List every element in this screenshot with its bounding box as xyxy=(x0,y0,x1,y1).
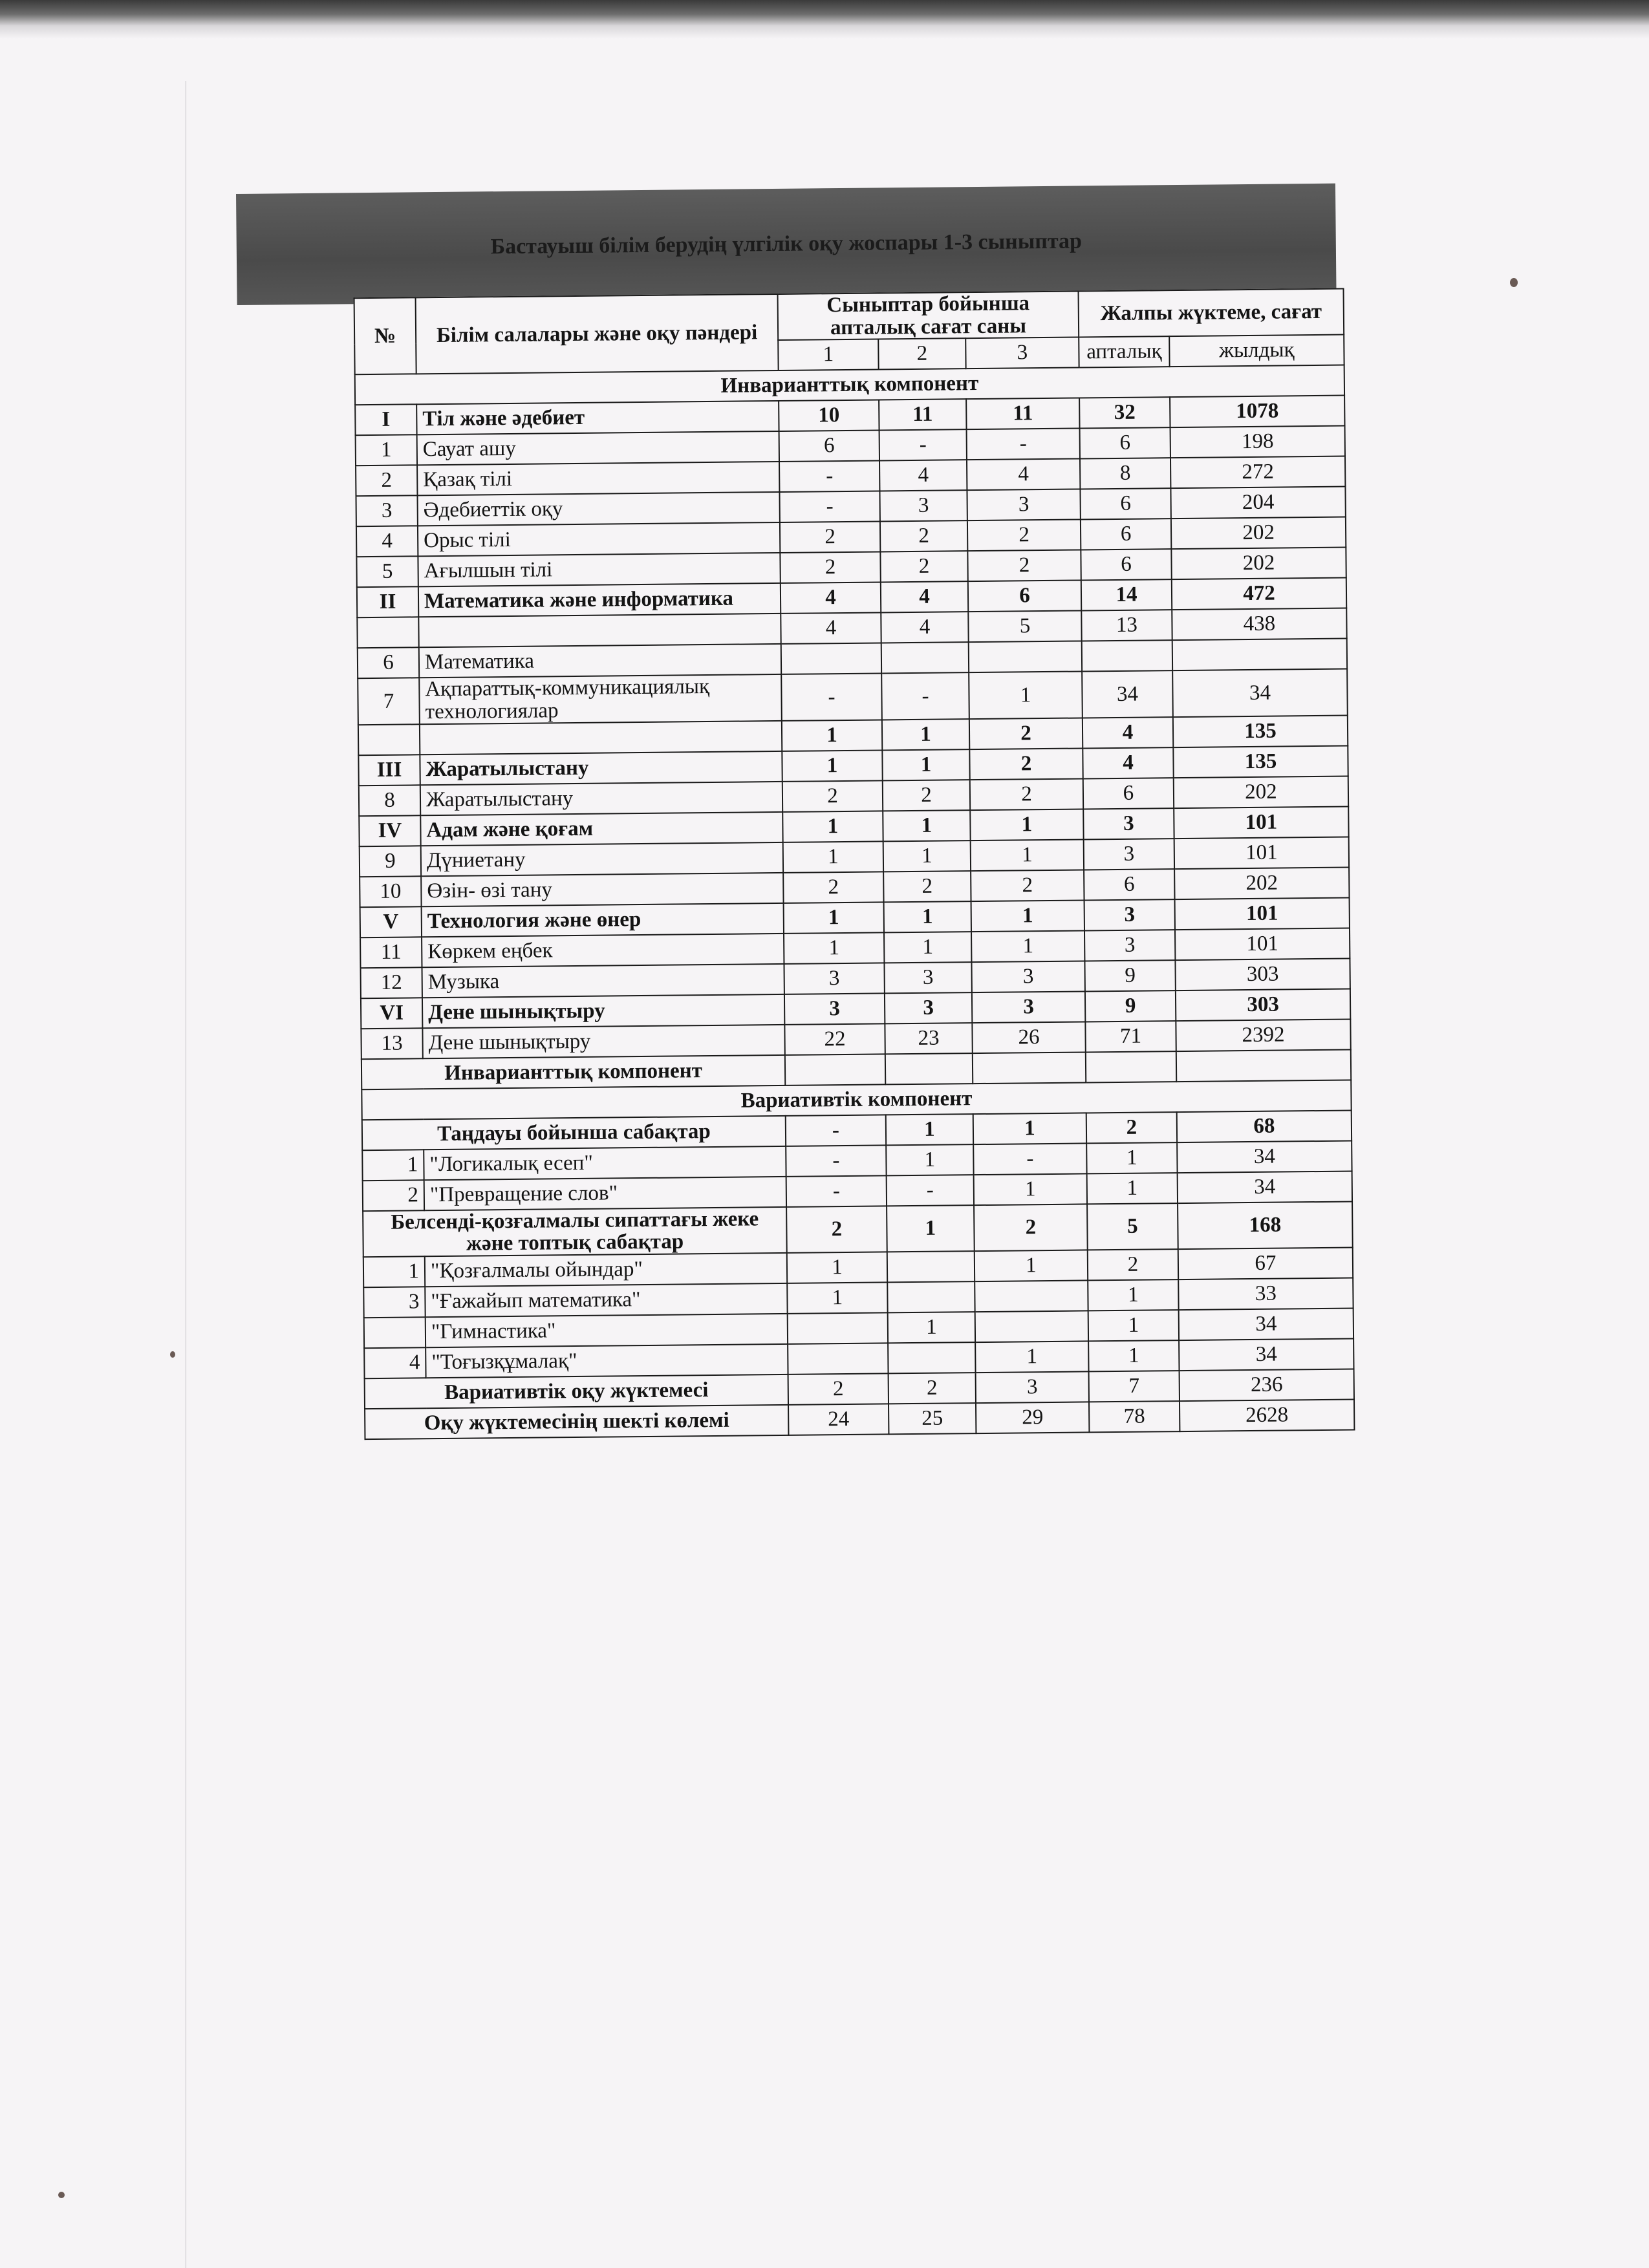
subject-name: "Превращение слов" xyxy=(424,1176,786,1210)
row-number: 6 xyxy=(358,648,419,679)
hours-w: 1 xyxy=(1088,1279,1178,1311)
hours-g1: - xyxy=(779,491,879,522)
subject-name: "Тоғызқұмалақ" xyxy=(426,1344,788,1378)
curriculum-table xyxy=(354,288,1355,1440)
subject-name: Ағылшын тілі xyxy=(418,553,780,586)
subject-name: "Логикалық есеп" xyxy=(424,1146,786,1179)
hours-g1 xyxy=(785,1054,885,1085)
hours-g3: 3 xyxy=(967,489,1080,521)
hours-g1: 1 xyxy=(784,902,884,933)
hours-g1: 22 xyxy=(784,1023,885,1054)
hours-g3: 1 xyxy=(974,1173,1087,1205)
hours-g1 xyxy=(781,643,881,674)
hours-w: 1 xyxy=(1086,1142,1177,1173)
hours-g3: 2 xyxy=(970,778,1083,810)
subject-name: Әдебиеттік оқу xyxy=(417,492,779,526)
hours-y: 198 xyxy=(1170,426,1345,458)
hours-g1: 1 xyxy=(782,811,883,842)
hours-g1: 2 xyxy=(780,522,880,553)
header-subject: Білім салалары және оқу пәндері xyxy=(416,294,779,374)
hours-g1 xyxy=(788,1312,888,1343)
hours-g3: 3 xyxy=(972,991,1085,1023)
hours-g2: 11 xyxy=(879,399,966,430)
hours-g2: 25 xyxy=(889,1403,976,1434)
subject-name: "Гимнастика" xyxy=(426,1314,788,1347)
hours-g2: 2 xyxy=(883,780,970,811)
hours-g2: 1 xyxy=(886,1114,973,1145)
hours-w: 6 xyxy=(1080,488,1170,519)
hours-w: 34 xyxy=(1082,670,1173,718)
hours-g2: - xyxy=(887,1175,974,1206)
hours-g2: 1 xyxy=(884,932,971,963)
subject-name: Дене шынықтыру xyxy=(422,1024,784,1058)
hours-g3: 1 xyxy=(973,1113,1086,1144)
row-number: 1 xyxy=(362,1150,424,1181)
subject-name: Көркем еңбек xyxy=(422,933,784,967)
subject-name xyxy=(418,614,781,647)
subject-name: Өзін- өзі тану xyxy=(421,872,783,906)
page-fold xyxy=(185,81,187,2268)
hours-w: 6 xyxy=(1083,778,1174,809)
subject-name: Адам және қоғам xyxy=(420,811,782,845)
header-grade-2: 2 xyxy=(878,338,965,369)
hours-y: 236 xyxy=(1180,1369,1354,1401)
hours-w: 3 xyxy=(1084,930,1175,961)
hours-g3: 4 xyxy=(967,459,1080,491)
hours-g1: 3 xyxy=(784,993,885,1024)
hours-y: 472 xyxy=(1172,578,1346,610)
hours-y: 34 xyxy=(1179,1338,1353,1371)
hours-g1: - xyxy=(779,461,879,492)
hours-y: 34 xyxy=(1178,1171,1352,1203)
hours-w: 6 xyxy=(1084,869,1174,900)
hours-y: 101 xyxy=(1174,806,1348,839)
hours-g1: 1 xyxy=(783,841,883,872)
hours-w: 13 xyxy=(1081,610,1172,641)
hours-g3: 3 xyxy=(976,1371,1089,1403)
hours-g2: 2 xyxy=(889,1373,976,1404)
row-number: IV xyxy=(359,815,420,846)
hours-w: 9 xyxy=(1085,990,1176,1022)
hours-g3: 2 xyxy=(969,748,1083,780)
hours-g3: 2 xyxy=(969,718,1083,749)
hours-g2: 3 xyxy=(885,992,972,1023)
hours-g1: - xyxy=(786,1115,886,1146)
row-number: V xyxy=(360,906,422,937)
hours-w: 6 xyxy=(1081,519,1171,550)
hours-g1: 1 xyxy=(787,1252,887,1283)
hours-y: 101 xyxy=(1174,837,1349,869)
row-number: III xyxy=(358,754,420,786)
hours-y: 2392 xyxy=(1176,1019,1350,1051)
hours-g2: 3 xyxy=(879,490,967,521)
subject-name: "Қозғалмалы ойындар" xyxy=(425,1253,787,1287)
hours-g1: 24 xyxy=(788,1404,889,1435)
hours-w: 1 xyxy=(1088,1310,1179,1341)
hours-w: 8 xyxy=(1080,458,1170,489)
hours-w: 14 xyxy=(1081,579,1172,610)
hours-y: 101 xyxy=(1175,897,1350,930)
hours-g1: 2 xyxy=(788,1373,889,1404)
subject-name: Тіл және әдебиет xyxy=(416,401,779,434)
row-number: 12 xyxy=(360,967,422,998)
curriculum-page xyxy=(236,184,1347,1441)
hours-y: 34 xyxy=(1172,669,1348,717)
hours-g1: 1 xyxy=(782,750,882,781)
hours-g2 xyxy=(887,1251,975,1282)
row-number: II xyxy=(357,587,418,618)
hours-g3 xyxy=(969,641,1082,673)
hours-g1: 2 xyxy=(780,552,880,583)
hours-g2: 2 xyxy=(880,520,967,551)
invariant-section-title: Инварианттық компонент xyxy=(355,365,1344,405)
hours-y: 135 xyxy=(1173,745,1348,778)
hours-w: 5 xyxy=(1087,1203,1178,1250)
hours-y: 68 xyxy=(1177,1110,1352,1142)
subject-name: Дүниетану xyxy=(421,842,783,875)
hours-y: 202 xyxy=(1174,776,1348,808)
header-grade-3: 3 xyxy=(965,337,1079,369)
hours-g2: 4 xyxy=(881,612,968,643)
hours-y: 34 xyxy=(1177,1140,1352,1173)
hours-g1 xyxy=(788,1343,888,1374)
hours-y: 438 xyxy=(1172,608,1346,641)
hours-w: 2 xyxy=(1086,1112,1177,1143)
hours-y: 1078 xyxy=(1170,396,1344,428)
hours-w: 6 xyxy=(1080,427,1170,458)
subject-name: Технология және өнер xyxy=(422,903,784,936)
hours-g2: 1 xyxy=(882,719,969,750)
subject-name: Орыс тілі xyxy=(418,522,780,556)
row-number: 3 xyxy=(363,1287,425,1318)
hours-g2: 1 xyxy=(883,840,971,872)
subject-name: Оқу жүктемесінің шекті көлемі xyxy=(365,1405,788,1439)
hours-g3: 26 xyxy=(972,1022,1085,1053)
hours-y: 202 xyxy=(1171,517,1346,550)
hours-y: 202 xyxy=(1174,867,1349,899)
row-number: 4 xyxy=(356,526,418,557)
subject-name: Математика xyxy=(419,644,781,678)
hours-g2: 1 xyxy=(883,810,970,841)
hours-g2: 1 xyxy=(882,749,969,780)
hours-y: 272 xyxy=(1170,456,1345,489)
row-number xyxy=(357,617,418,648)
hours-y xyxy=(1172,639,1347,671)
hours-w: 4 xyxy=(1083,717,1173,748)
hours-w xyxy=(1086,1051,1176,1082)
hours-w xyxy=(1082,640,1172,671)
hours-w: 78 xyxy=(1089,1401,1180,1432)
subject-name: Сауат ашу xyxy=(417,431,779,465)
hours-y: 168 xyxy=(1178,1201,1353,1249)
row-number: 1 xyxy=(356,435,417,466)
hours-g3: 1 xyxy=(971,900,1084,932)
curriculum-table-body xyxy=(354,289,1355,1439)
hours-g2: 4 xyxy=(881,581,968,612)
row-number: 9 xyxy=(360,846,421,877)
row-number: 1 xyxy=(363,1256,425,1287)
row-number: 8 xyxy=(359,785,420,816)
hours-g3: 29 xyxy=(976,1402,1089,1433)
row-number xyxy=(358,724,420,755)
hours-w: 3 xyxy=(1084,899,1175,930)
hours-g1: 2 xyxy=(786,1206,887,1253)
hours-g1: - xyxy=(786,1175,887,1206)
subject-name: Вариативтік оқу жүктемесі xyxy=(365,1375,788,1409)
document-title: Бастауыш білім берудің үлгілік оқу жоспары 1-3 сыныптар xyxy=(236,184,1337,305)
row-number: 3 xyxy=(356,496,417,527)
hours-g1: 1 xyxy=(787,1282,887,1313)
hours-g3: 1 xyxy=(971,839,1084,871)
hours-y: 204 xyxy=(1170,487,1345,519)
subject-name: "Ғажайып математика" xyxy=(425,1283,787,1317)
hours-g2 xyxy=(881,642,969,673)
dust-speck xyxy=(1510,278,1518,287)
subject-name: Дене шынықтыру xyxy=(422,994,784,1027)
hours-g3 xyxy=(973,1052,1086,1084)
hours-g2: 1 xyxy=(884,901,971,932)
hours-g3 xyxy=(975,1311,1088,1342)
hours-y: 135 xyxy=(1173,715,1348,747)
subject-name: Таңдауы бойынша сабақтар xyxy=(362,1115,786,1150)
hours-g2: 3 xyxy=(884,962,971,993)
hours-w: 1 xyxy=(1087,1173,1178,1204)
hours-y xyxy=(1176,1049,1351,1082)
row-number: 5 xyxy=(356,557,418,588)
hours-g2 xyxy=(888,1342,975,1373)
hours-g3: 2 xyxy=(971,870,1084,901)
hours-y: 67 xyxy=(1178,1247,1353,1279)
header-yearly: жылдық xyxy=(1169,335,1344,367)
hours-g2: 4 xyxy=(879,460,967,491)
header-total-group: Жалпы жүктеме, сағат xyxy=(1079,289,1344,337)
scan-edge xyxy=(0,0,1649,97)
subject-name: Ақпараттық-коммуникациялық технологиялар xyxy=(419,674,782,724)
hours-w: 9 xyxy=(1084,960,1175,991)
hours-g2: 2 xyxy=(880,551,967,582)
hours-y: 2628 xyxy=(1180,1399,1354,1431)
subject-name: Жаратылыстану xyxy=(420,781,782,815)
hours-g2: 23 xyxy=(885,1023,972,1054)
hours-g3: 2 xyxy=(967,550,1081,582)
subject-name: Белсенді-қозғалмалы сипаттағы жеке және топтық сабақтар xyxy=(363,1206,787,1257)
row-number xyxy=(364,1317,426,1348)
subject-name: Инварианттық компонент xyxy=(361,1054,785,1089)
row-number: 13 xyxy=(361,1028,422,1059)
hours-g2: 2 xyxy=(883,871,971,902)
hours-w: 71 xyxy=(1085,1021,1176,1052)
hours-g3: 6 xyxy=(968,581,1081,612)
hours-y: 303 xyxy=(1175,958,1350,990)
subject-name: Математика және информатика xyxy=(418,583,781,617)
row-number: 2 xyxy=(363,1180,424,1211)
hours-g1: 1 xyxy=(782,720,882,751)
subject-name: Музыка xyxy=(422,963,784,997)
hours-g3: - xyxy=(973,1143,1086,1175)
dust-speck xyxy=(170,1351,175,1358)
dust-speck xyxy=(58,2192,65,2198)
row-number: I xyxy=(355,405,416,436)
hours-w: 3 xyxy=(1084,839,1174,870)
hours-g1: 2 xyxy=(783,872,883,903)
hours-w: 2 xyxy=(1088,1249,1178,1280)
hours-g1: 3 xyxy=(784,963,884,994)
row-number: 11 xyxy=(360,937,422,968)
header-weekly: апталық xyxy=(1079,336,1169,367)
hours-y: 202 xyxy=(1171,548,1346,580)
hours-g1: 2 xyxy=(782,780,883,811)
hours-g1: 6 xyxy=(779,431,879,462)
subject-name: Жаратылыстану xyxy=(420,751,782,784)
hours-g2: - xyxy=(881,672,969,720)
hours-g3: 1 xyxy=(975,1250,1088,1281)
variative-section-title: Вариативтік компонент xyxy=(361,1080,1351,1120)
header-weekly-group: Сыныптар бойынша апталық сағат саны xyxy=(778,292,1079,341)
hours-g3: 1 xyxy=(975,1341,1088,1373)
hours-g3: 5 xyxy=(968,611,1081,643)
hours-y: 303 xyxy=(1176,989,1350,1021)
hours-y: 101 xyxy=(1175,928,1350,960)
hours-w: 7 xyxy=(1089,1371,1180,1402)
header-grade-1: 1 xyxy=(778,339,878,370)
subject-name: Қазақ тілі xyxy=(417,462,779,495)
hours-g1: 1 xyxy=(784,932,884,963)
hours-g2 xyxy=(885,1053,973,1084)
row-number: 10 xyxy=(360,876,421,907)
hours-y: 33 xyxy=(1178,1278,1353,1310)
hours-w: 6 xyxy=(1081,549,1171,580)
hours-g3: - xyxy=(967,429,1080,460)
row-number: 2 xyxy=(356,465,417,497)
hours-w: 3 xyxy=(1083,808,1174,839)
row-number: 4 xyxy=(364,1347,426,1378)
subject-name xyxy=(420,720,782,754)
hours-g3 xyxy=(975,1280,1088,1312)
hours-g3: 1 xyxy=(969,672,1083,719)
hours-w: 1 xyxy=(1088,1340,1179,1371)
hours-g1: - xyxy=(786,1145,886,1176)
hours-w: 32 xyxy=(1079,397,1170,428)
hours-y: 34 xyxy=(1179,1308,1353,1340)
hours-g1: 4 xyxy=(781,613,881,644)
hours-g3: 1 xyxy=(970,809,1083,840)
hours-g2: 1 xyxy=(887,1205,975,1252)
hours-g3: 11 xyxy=(966,398,1079,430)
hours-g3: 1 xyxy=(971,930,1084,962)
hours-g1: 4 xyxy=(781,583,881,614)
hours-g2: 1 xyxy=(886,1144,973,1175)
hours-g3: 2 xyxy=(967,520,1081,551)
hours-g1: 10 xyxy=(779,400,879,431)
hours-w: 4 xyxy=(1083,747,1173,778)
hours-g3: 3 xyxy=(971,961,1084,992)
row-number: VI xyxy=(361,998,422,1029)
header-num: № xyxy=(354,297,416,374)
hours-g1: - xyxy=(781,674,882,721)
hours-g3: 2 xyxy=(974,1204,1088,1251)
hours-g2: 1 xyxy=(888,1312,975,1343)
hours-g2 xyxy=(887,1281,975,1312)
hours-g2: - xyxy=(879,429,967,460)
row-number: 7 xyxy=(358,678,420,725)
